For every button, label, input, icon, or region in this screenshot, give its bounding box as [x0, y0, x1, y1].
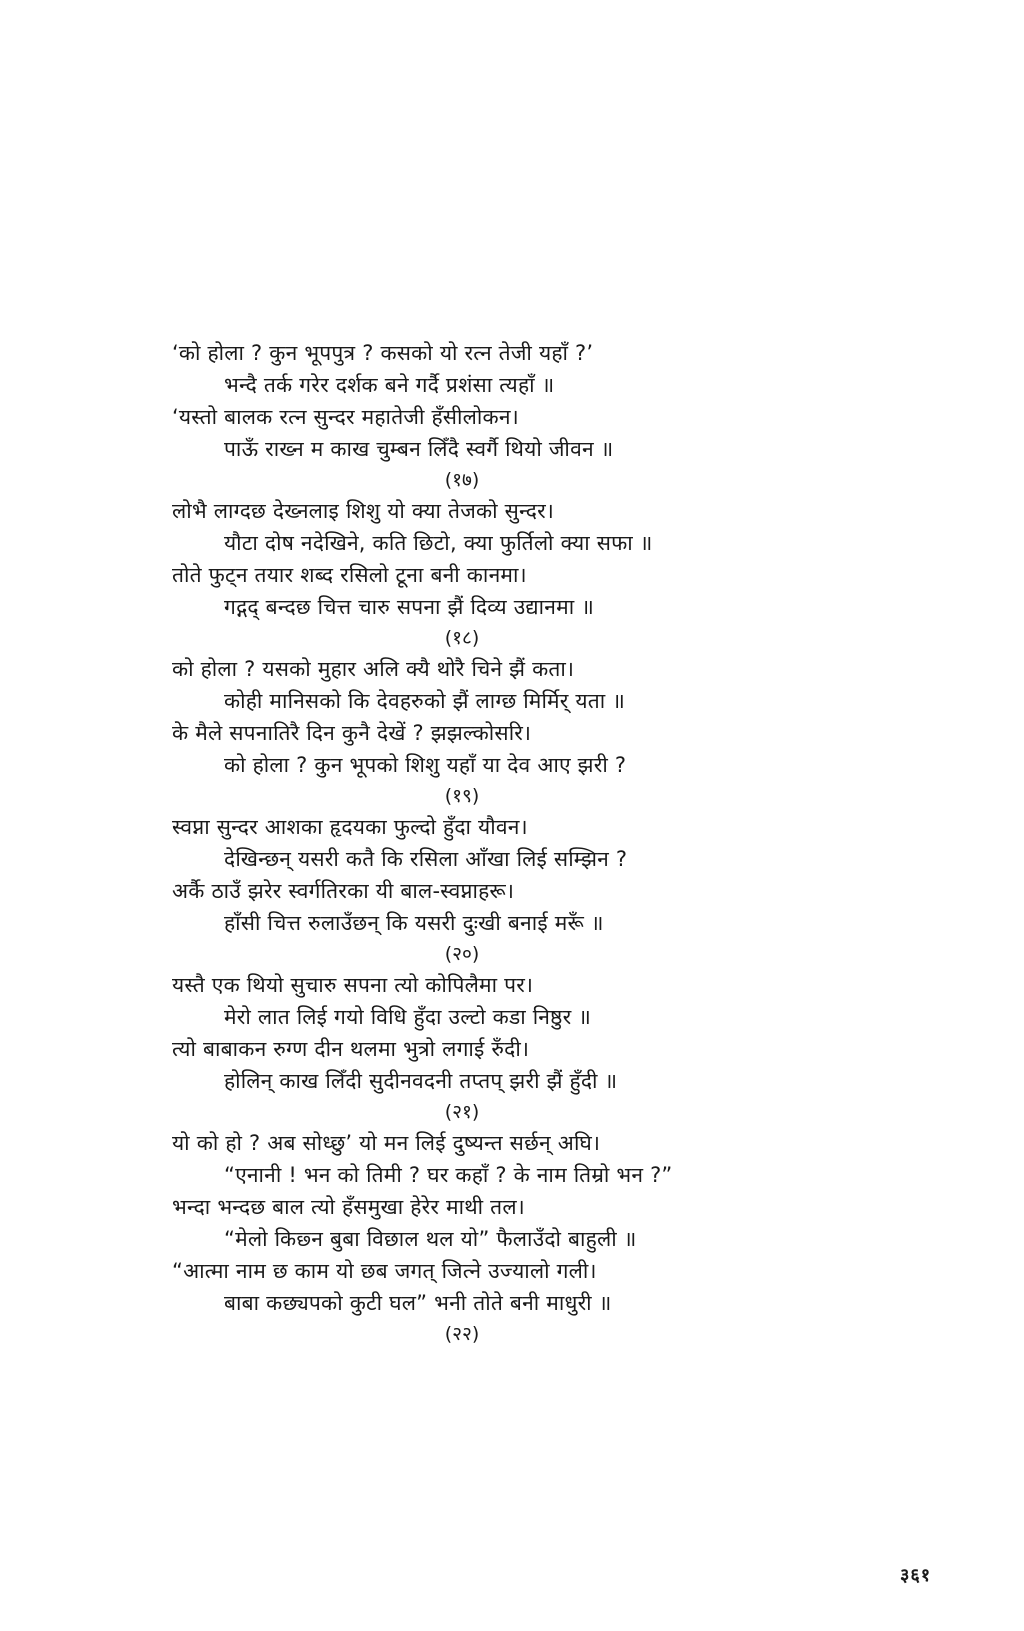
verse-line: देखिन्छन् यसरी कतै कि रसिला आँखा लिई सम्झिन ?: [224, 847, 628, 871]
verse-line: “एनानी ! भन को तिमी ? घर कहाँ ? के नाम तिम्रो भन ?”: [224, 1163, 673, 1187]
verse-line: के मैले सपनातिरै दिन कुनै देखें ? झझल्कोसरि।: [172, 721, 532, 745]
stanza-22: [172, 1127, 812, 1349]
verse-line: पाऊँ राख्न म काख चुम्बन लिँदै स्वर्गै थियो जीवन ॥: [224, 437, 614, 461]
stanza-number: (१७): [444, 469, 480, 491]
verse-line: “मेलो किछ्न बुबा विछाल थल यो” फैलाउँदो बाहुली ॥: [224, 1227, 637, 1251]
verse-line: ‘को होला ? कुन भूपपुत्र ? कसको यो रत्न तेजी यहाँ ?’: [172, 341, 594, 365]
stanza-number: (१९): [444, 785, 480, 807]
verse-line: हाँसी चित्त रुलाउँछन् कि यसरी दुःखी बनाई मरूँ ॥: [224, 911, 604, 935]
verse-line: बाबा कछ्यपको कुटी घल” भनी तोते बनी माधुरी ॥: [224, 1291, 612, 1315]
verse-line: लोभै लाग्दछ देख्नलाइ शिशु यो क्या तेजको सुन्दर।: [172, 499, 555, 523]
verse-line: त्यो बाबाकन रुग्ण दीन थलमा भुत्रो लगाई रुँदी।: [172, 1037, 530, 1061]
stanza-number: (१८): [444, 627, 480, 649]
verse-line: ‘यस्तो बालक रत्न सुन्दर महातेजी हँसीलोकन।: [172, 405, 519, 429]
verse-line: “आत्मा नाम छ काम यो छब जगत् जित्ने उज्यालो गली।: [172, 1259, 597, 1283]
verse-line: कोही मानिसको कि देवहरुको झैं लाग्छ मिर्मिर् यता ॥: [224, 689, 626, 713]
verse-line: को होला ? कुन भूपको शिशु यहाँ या देव आए झरी ?: [224, 753, 627, 777]
stanza-number: (२१): [444, 1101, 480, 1123]
verse-line: अर्कै ठाउँ झरेर स्वर्गतिरका यी बाल-स्वप्नाहरू।: [172, 879, 515, 903]
poem-body: [172, 337, 812, 1349]
verse-line: गद्गद् बन्दछ चित्त चारु सपना झैं दिव्य उद्यानमा ॥: [224, 595, 594, 619]
stanza-19: [172, 653, 812, 811]
stanza-17: [172, 337, 812, 495]
stanza-20: [172, 811, 812, 969]
verse-line: होलिन् काख लिँदी सुदीनवदनी तप्तप् झरी झैं हुँदी ॥: [224, 1069, 618, 1093]
page-number: ३६१: [900, 1565, 932, 1586]
verse-line: स्वप्ना सुन्दर आशका हृदयका फुल्दो हुँदा यौवन।: [172, 815, 528, 839]
verse-line: तोते फुट्न तयार शब्द रसिलो टूना बनी कानमा।: [172, 563, 527, 587]
verse-line: यस्तै एक थियो सुचारु सपना त्यो कोपिलैमा पर।: [172, 973, 534, 997]
stanza-number: (२२): [444, 1323, 480, 1345]
verse-line: भन्दा भन्दछ बाल त्यो हँसमुखा हेरेर माथी तल।: [172, 1195, 525, 1219]
verse-line: को होला ? यसको मुहार अलि क्यै थोरै चिने झैं कता।: [172, 657, 575, 681]
verse-line: यौटा दोष नदेखिने, कति छिटो, क्या फुर्तिलो क्या सफा ॥: [224, 531, 653, 555]
verse-line: भन्दै तर्क गरेर दर्शक बने गर्दै प्रशंसा त्यहाँ ॥: [224, 373, 555, 397]
verse-line: यो को हो ? अब सोध्छु’ यो मन लिई दुष्यन्त सर्छन् अघि।: [172, 1131, 601, 1155]
stanza-21: [172, 969, 812, 1127]
stanza-number: (२०): [444, 943, 480, 965]
verse-line: मेरो लात लिई गयो विधि हुँदा उल्टो कडा निष्ठुर ॥: [224, 1005, 592, 1029]
stanza-18: [172, 495, 812, 653]
